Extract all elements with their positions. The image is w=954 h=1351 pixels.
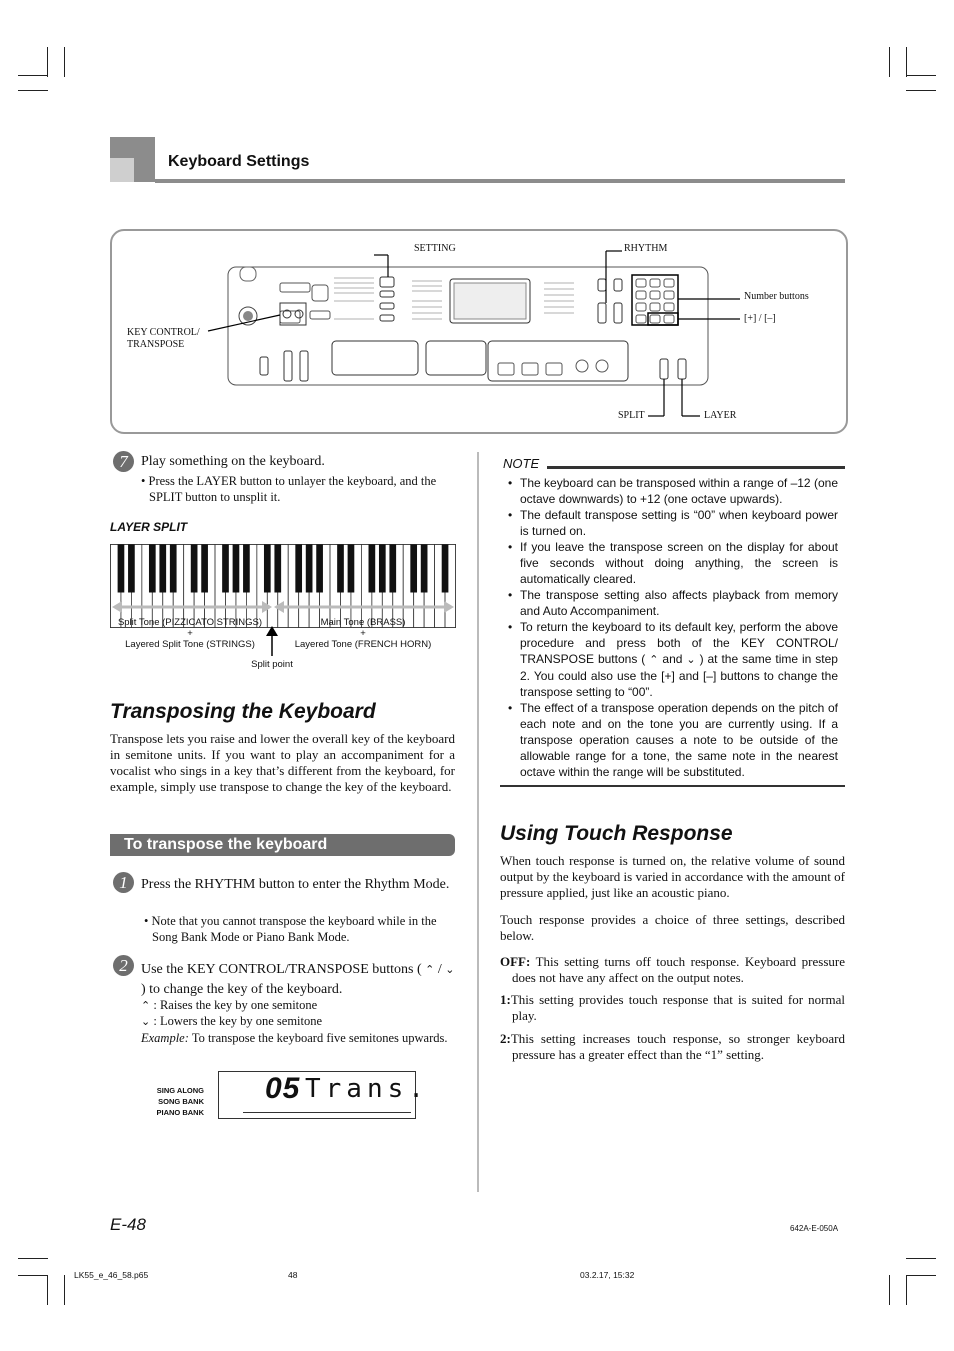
black-key <box>201 545 208 593</box>
layered-tone-text: Layered Tone (FRENCH HORN) <box>294 639 432 650</box>
black-key <box>191 545 198 593</box>
split-tone-text: Split Tone (PIZZICATO STRINGS) <box>117 617 263 628</box>
lower-line <box>141 1013 322 1030</box>
transpose-label: TRANSPOSE <box>127 339 185 350</box>
note-item: • The keyboard can be transposed within a range of –12 (one octave downwards) to +12 (one octave upwards). <box>500 475 838 507</box>
raise-line <box>141 997 317 1014</box>
note-list <box>500 475 838 780</box>
black-key <box>389 545 396 593</box>
touch-one-text: This setting provides touch response that is suited for normal play. <box>510 992 845 1023</box>
lcd-value: 05 <box>265 1072 301 1105</box>
number-buttons-label: Number buttons <box>744 291 809 302</box>
note-item <box>500 619 838 700</box>
layered-split-tone-text: Layered Split Tone (STRINGS) <box>125 639 255 650</box>
step-1-bullet: • Note that you cannot transpose the keyboard while in the Song Bank Mode or Piano Bank Mode. <box>144 914 437 944</box>
step-number-badge: 1 <box>113 872 134 893</box>
touch-one <box>500 992 845 1024</box>
split-tone-caption <box>110 617 270 650</box>
example-line <box>141 1030 457 1046</box>
touch-one-label: 1: <box>500 992 511 1007</box>
layer-split-title: LAYER SPLIT <box>110 520 188 534</box>
step-2-text <box>141 960 457 999</box>
down-arrow-icon: ⌄ <box>686 654 696 666</box>
raise-text: : Raises the key by one semitone <box>153 998 318 1012</box>
step-2-text-b: / <box>437 962 442 977</box>
black-key <box>410 545 417 593</box>
step-number-badge: 2 <box>113 955 134 976</box>
section-title: Keyboard Settings <box>168 153 310 170</box>
step-2-text-a: Use the KEY CONTROL/TRANSPOSE buttons ( <box>141 962 422 977</box>
step-7-text: Play something on the keyboard. <box>141 454 325 469</box>
note-item: • The default transpose setting is “00” when keyboard power is turned on. <box>500 507 838 539</box>
black-key <box>337 545 344 593</box>
lcd-mode-labels <box>150 1085 204 1118</box>
lcd-text: Trans. <box>305 1074 429 1104</box>
note-box <box>500 475 838 780</box>
black-key <box>128 545 135 593</box>
note-bottom-rule <box>500 785 845 787</box>
note-item: • The transpose setting also affects playback from memory and Auto Accompaniment. <box>500 587 838 619</box>
black-key <box>149 545 156 593</box>
touch-p2: Touch response provides a choice of three settings, described below. <box>500 912 845 943</box>
step-number-badge: 7 <box>113 451 134 472</box>
split-point-label: Split point <box>251 659 293 670</box>
header-rule <box>155 179 845 183</box>
lcd-mode-sing-along: SING ALONG <box>156 1086 204 1095</box>
lcd-underline <box>243 1112 411 1113</box>
down-arrow-icon: ⌄ <box>445 964 455 976</box>
touch-off <box>500 954 845 986</box>
setting-label: SETTING <box>414 243 456 254</box>
key-control-label: KEY CONTROL/ <box>127 327 200 338</box>
plus-minus-label: [+] / [–] <box>744 313 776 324</box>
black-key <box>316 545 323 593</box>
black-key <box>118 545 125 593</box>
page-number: E-48 <box>110 1215 146 1234</box>
note-rule <box>547 466 845 469</box>
split-point-arrow-icon <box>264 626 280 656</box>
file-page-number: 48 <box>288 1270 298 1280</box>
piano-keyboard-illustration <box>110 544 456 628</box>
note-item-5c: ) at the same time in step 2. You could also use the [+] and [–] buttons to change the transpose setting to “00”. <box>520 652 838 699</box>
lower-text: : Lowers the key by one semitone <box>153 1014 323 1028</box>
touch-two-label: 2: <box>500 1031 511 1046</box>
up-arrow-icon: ⌃ <box>425 964 435 976</box>
black-key <box>295 545 302 593</box>
keyboard-panel-diagram <box>110 229 848 434</box>
black-key <box>379 545 386 593</box>
touch-two-text: This setting increases touch response, so stronger keyboard pressure has a greater effect than the “1” setting. <box>510 1031 845 1062</box>
touch-p1: When touch response is turned on, the relative volume of sound output by the keyboard is varied in accordance with the amount of pressure applied, just like an acoustic piano. <box>500 853 845 900</box>
rhythm-label: RHYTHM <box>624 243 668 254</box>
black-key <box>243 545 250 593</box>
section-marker-inner <box>110 158 134 182</box>
black-key <box>369 545 376 593</box>
black-key <box>264 545 271 593</box>
document-code: 642A-E-050A <box>790 1224 839 1233</box>
lcd-display <box>218 1071 429 1119</box>
note-item-5a: To return the keyboard to its default key, perform the above procedure and press both of the KEY CONTROL/ TRANSPOSE buttons ( <box>520 620 838 666</box>
up-arrow-icon: ⌃ <box>141 1000 151 1012</box>
note-item-5b: and <box>662 652 683 666</box>
main-tone-caption <box>283 617 443 650</box>
down-arrow-icon: ⌄ <box>141 1016 151 1028</box>
touch-off-text: This setting turns off touch response. Keyboard pressure does not have any affect on the output notes. <box>512 954 845 985</box>
file-timestamp: 03.2.17, 15:32 <box>580 1270 635 1280</box>
note-item: • If you leave the transpose screen on the display for about five seconds without doing anything, the screen is automatically cleared. <box>500 539 838 587</box>
note-title: NOTE <box>503 456 540 471</box>
black-key <box>421 545 428 593</box>
black-key <box>306 545 313 593</box>
file-name: LK55_e_46_58.p65 <box>74 1270 149 1280</box>
split-label: SPLIT <box>618 410 645 421</box>
layer-label: LAYER <box>704 410 737 421</box>
touch-two <box>500 1031 845 1063</box>
black-key <box>348 545 355 593</box>
procedure-heading: To transpose the keyboard <box>110 834 455 856</box>
lcd-mode-song-bank: SONG BANK <box>158 1097 204 1106</box>
black-key <box>170 545 177 593</box>
example-text: To transpose the keyboard five semitones upwards. <box>191 1031 448 1045</box>
main-tone-text: Main Tone (BRASS) <box>320 617 406 628</box>
black-key <box>442 545 449 593</box>
up-arrow-icon: ⌃ <box>649 654 659 666</box>
lcd-mode-piano-bank: PIANO BANK <box>156 1108 204 1117</box>
step-2-text-c: ) to change the key of the keyboard. <box>141 982 343 997</box>
touch-off-label: OFF: <box>500 954 531 969</box>
column-divider <box>477 452 479 1192</box>
split-tone-plus: + <box>187 628 193 639</box>
black-key <box>159 545 166 593</box>
example-label: Example: <box>141 1031 189 1045</box>
step-1-text: Press the RHYTHM button to enter the Rhythm Mode. <box>141 877 450 892</box>
transpose-intro: Transpose lets you raise and lower the overall key of the keyboard in semitone units. If you want to play an accompaniment for a vocalist who sings in a key that’s different from the keyboard, for example, simply use transpose to change the key of the keyboard. <box>110 731 456 794</box>
control-panel-illustration <box>112 231 846 432</box>
black-key <box>274 545 281 593</box>
touch-heading: Using Touch Response <box>500 822 733 845</box>
transpose-heading: Transposing the Keyboard <box>110 700 376 723</box>
black-key <box>233 545 240 593</box>
note-item: • The effect of a transpose operation depends on the pitch of each note and on the tone you are currently using. If a transpose operation causes a note to be outside of the allowable range for a tone, the same note in the nearest octave within the range will be substituted. <box>500 700 838 780</box>
step-7-bullet: • Press the LAYER button to unlayer the keyboard, and the SPLIT button to unsplit it. <box>141 474 437 504</box>
main-tone-plus: + <box>360 628 366 639</box>
black-key <box>222 545 229 593</box>
